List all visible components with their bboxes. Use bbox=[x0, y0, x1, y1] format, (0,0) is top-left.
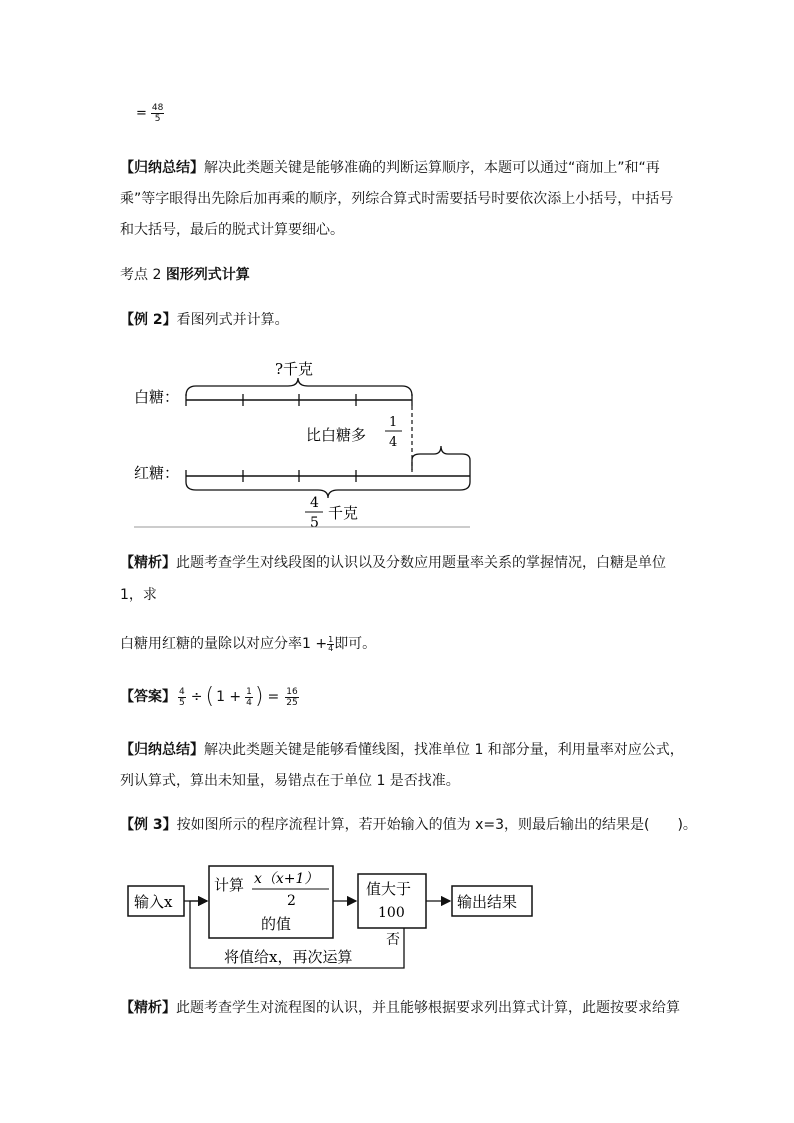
summary1-line1 bbox=[120, 155, 680, 181]
bottom-fraction-den: 5 bbox=[310, 515, 319, 531]
answer-frac-1-4 bbox=[245, 687, 253, 708]
example3-prompt bbox=[120, 812, 697, 838]
answer-tag: 【答案】 bbox=[120, 689, 176, 705]
top-label: ?千克 bbox=[275, 360, 314, 378]
example-text: 看图列式并计算。 bbox=[176, 312, 289, 328]
summary-text: 解决此类题关键是能够看懂线图，找准单位 1 和部分量，利用量率对应公式， bbox=[204, 742, 684, 758]
divide-sign: ÷ bbox=[190, 689, 203, 705]
red-sugar-label: 红糖： bbox=[134, 464, 180, 482]
analysis-text: 此题考查学生对线段图的认识以及分数应用题量率关系的掌握情况，白糖是单位 bbox=[176, 555, 666, 571]
analysis2-line1 bbox=[120, 995, 680, 1021]
analysis-text: 此题考查学生对流程图的认识，并且能够根据要求列出算式计算，此题按要求给算 bbox=[176, 1000, 680, 1016]
summary-tag: 【归纳总结】 bbox=[120, 160, 204, 176]
analysis1-line1 bbox=[120, 550, 680, 576]
more-fraction-den: 4 bbox=[389, 435, 398, 450]
summary1-line2: 乘”等字眼得出先除后加再乘的顺序，列综合算式时需要括号时要依次添上小括号，中括号 bbox=[120, 191, 674, 207]
calc-value: 的值 bbox=[261, 915, 292, 933]
condition-line2: 100 bbox=[378, 905, 405, 921]
numerator: 1 bbox=[328, 634, 334, 644]
calc-expression: x（x+1） bbox=[254, 871, 319, 887]
bottom-brace bbox=[186, 482, 470, 498]
more-than-label: 比白糖多 bbox=[306, 426, 367, 444]
section-title: 图形列式计算 bbox=[165, 267, 250, 283]
section-heading bbox=[120, 262, 680, 288]
analysis1-line3 bbox=[120, 631, 680, 657]
example-tag: 【例 2】 bbox=[120, 312, 177, 328]
bottom-fraction-num: 4 bbox=[310, 495, 319, 511]
input-label: 输入x bbox=[134, 893, 173, 911]
answer-line bbox=[120, 684, 680, 710]
calc-word: 计算 bbox=[214, 876, 245, 894]
summary-text: 解决此类题关键是能够准确的判断运算顺序，本题可以通过“商加上”和“再 bbox=[204, 160, 660, 176]
denominator: 4 bbox=[246, 697, 252, 708]
numerator: 1 bbox=[246, 686, 252, 697]
numerator: 48 bbox=[151, 103, 164, 113]
top-brace bbox=[186, 378, 412, 396]
denominator: 25 bbox=[286, 697, 298, 708]
numerator: 4 bbox=[179, 686, 185, 697]
numerator: 16 bbox=[286, 686, 298, 697]
example-tag: 【例 3】 bbox=[120, 817, 177, 833]
summary-tag: 【归纳总结】 bbox=[120, 742, 204, 758]
analysis-line3-post: 即可。 bbox=[334, 636, 377, 652]
fraction-48-5 bbox=[151, 103, 164, 124]
analysis1-line2: 1，求 bbox=[120, 587, 157, 603]
example2-prompt bbox=[120, 307, 680, 333]
top-equation bbox=[136, 103, 166, 124]
equals-sign: = bbox=[136, 106, 147, 121]
answer-result bbox=[285, 687, 298, 708]
more-fraction-num: 1 bbox=[389, 415, 398, 430]
sugar-segment-diagram bbox=[130, 354, 475, 532]
calc-denominator: 2 bbox=[287, 893, 296, 909]
bottom-unit: 千克 bbox=[328, 504, 359, 522]
no-label: 否 bbox=[386, 932, 400, 948]
right-paren: ) bbox=[254, 684, 264, 709]
one-quarter-fraction bbox=[327, 636, 334, 653]
equals-sign: = bbox=[267, 689, 280, 705]
example-text: 按如图所示的程序流程计算，若开始输入的值为 x=3，则最后输出的结果是( )。 bbox=[176, 817, 697, 833]
white-sugar-label: 白糖： bbox=[134, 388, 180, 406]
analysis-tag: 【精析】 bbox=[120, 555, 176, 571]
program-flowchart bbox=[124, 858, 544, 974]
one-plus: 1 + bbox=[216, 689, 242, 705]
analysis-tag: 【精析】 bbox=[120, 1000, 176, 1016]
loop-label: 将值给x，再次运算 bbox=[224, 948, 353, 966]
denominator: 5 bbox=[154, 114, 161, 124]
analysis-line3-pre: 白糖用红糖的量除以对应分率1 + bbox=[120, 636, 328, 652]
denominator: 5 bbox=[179, 697, 185, 708]
denominator: 4 bbox=[328, 643, 334, 653]
output-label: 输出结果 bbox=[457, 893, 518, 911]
summary1-line3: 和大括号，最后的脱式计算要细心。 bbox=[120, 222, 344, 238]
answer-frac-4-5 bbox=[178, 687, 186, 708]
left-paren: ( bbox=[205, 684, 215, 709]
section-prefix: 考点 2 bbox=[120, 267, 166, 283]
condition-line1: 值大于 bbox=[366, 880, 412, 898]
extra-part-brace bbox=[412, 446, 470, 470]
summary2-line1 bbox=[120, 737, 684, 763]
summary2-line2: 列认算式，算出未知量，易错点在于单位 1 是否找准。 bbox=[120, 773, 460, 789]
